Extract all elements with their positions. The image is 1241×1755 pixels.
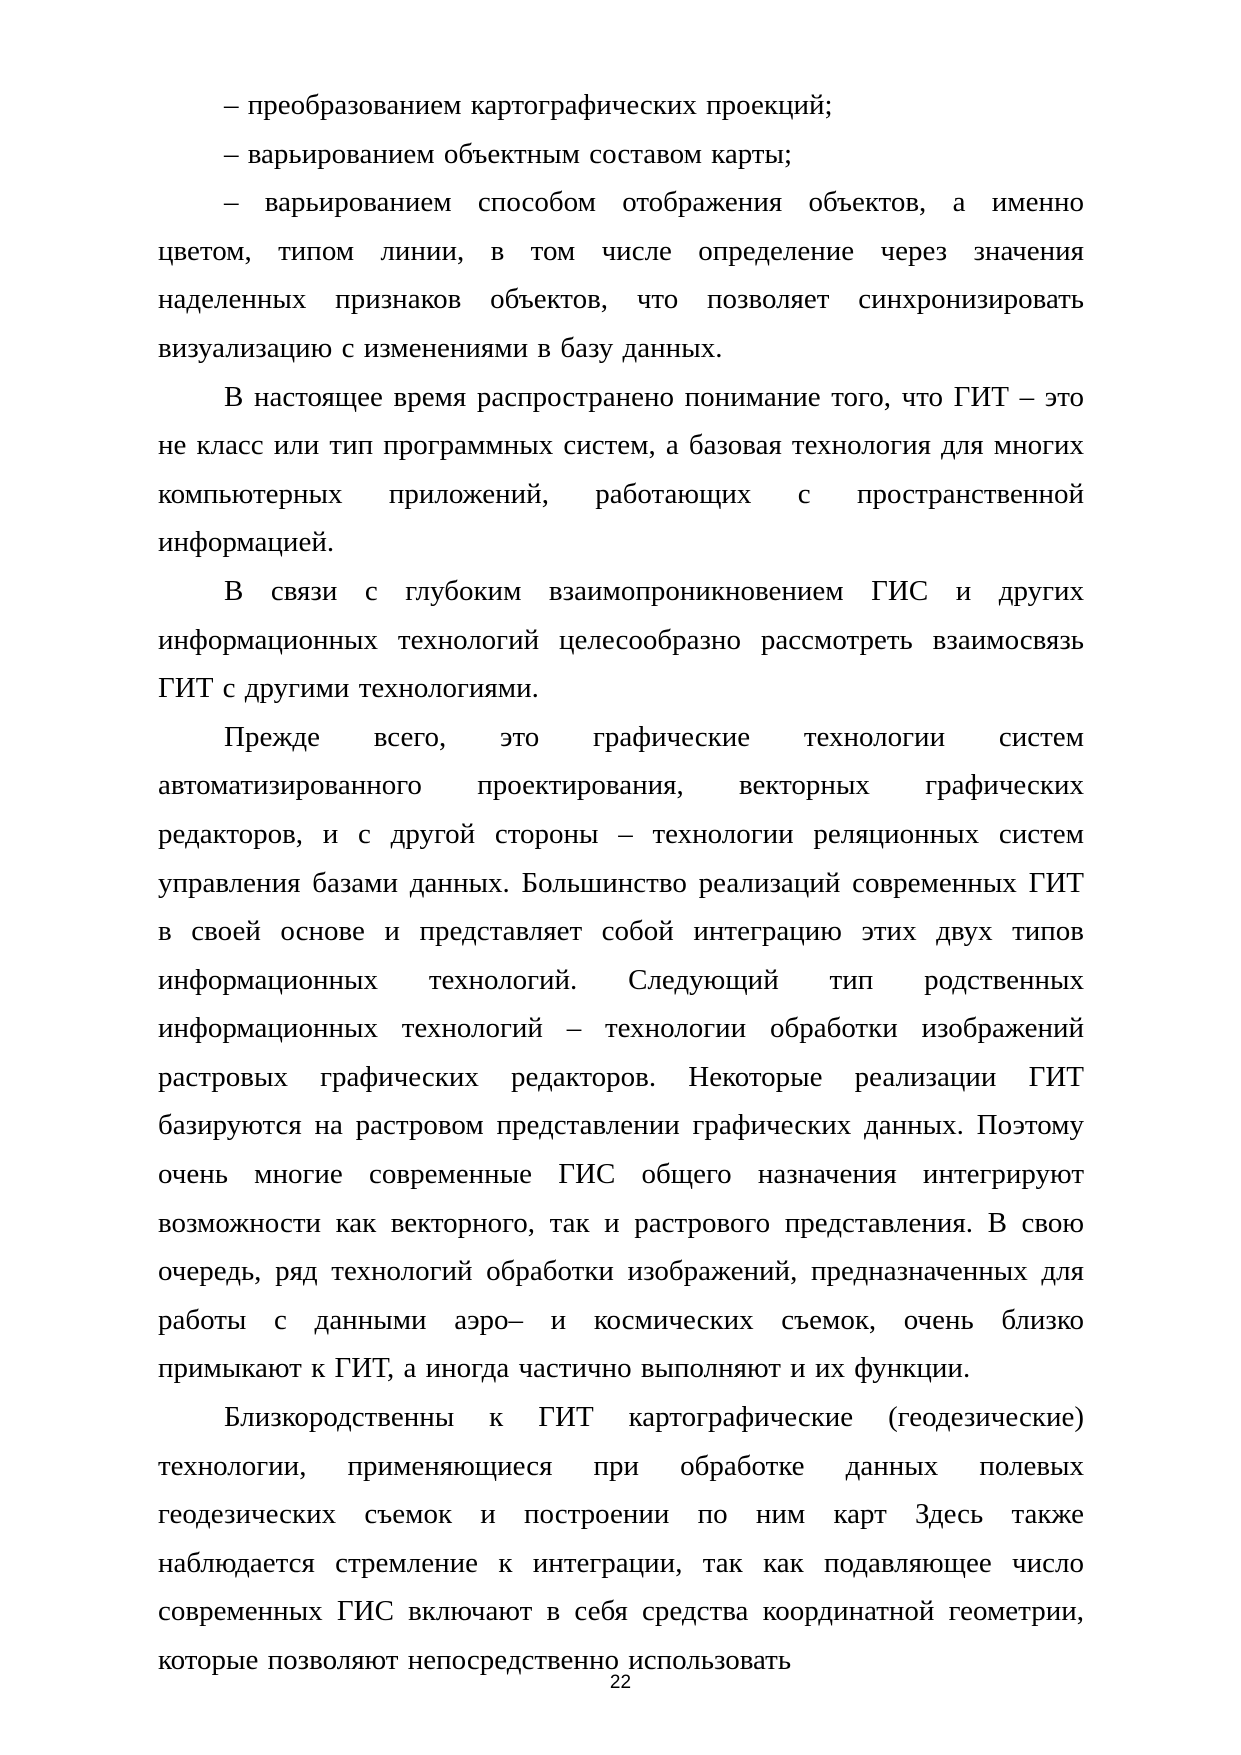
text-block bbox=[158, 81, 1084, 1685]
list-item-paragraph: – преобразованием картографических проекций; bbox=[224, 89, 833, 121]
body-paragraph: В настоящее время распространено понимание того, что ГИТ – это не класс или тип программных систем, а базовая технология для многих компьютерных приложений, работающих с пространственной информацией. bbox=[158, 380, 1084, 559]
list-item-paragraph: – варьированием способом отображения объектов, а именно цветом, типом линии, в том числе определение через значения наделенных признаков объектов, что позволяет синхронизировать визуализацию с изменениями в базу данных. bbox=[158, 186, 1084, 364]
body-paragraph: В связи с глубоким взаимопроникновением ГИС и других информационных технологий целесообразно рассмотреть взаимосвязь ГИТ с другими технологиями. bbox=[158, 574, 1084, 705]
body-paragraph: Близкородственны к ГИТ картографические (геодезические) технологии, применяющиеся при обработке данных полевых геодезических съемок и построении по ним карт Здесь также наблюдается стремление к интеграции, так как подавляющее число современных ГИС включают в себя средства координатной геометрии, которые позволяют непосредственно использовать bbox=[158, 1401, 1084, 1676]
page-number: 22 bbox=[609, 1672, 632, 1693]
list-item-paragraph: – варьированием объектным составом карты; bbox=[224, 137, 793, 170]
body-paragraph: Прежде всего, это графические технологии систем автоматизированного проектирования, векторных графических редакторов, и с другой стороны – технологии реляционных систем управления базами данных. Большинство реализаций современных ГИТ в своей основе и представляет собой интеграцию этих двух типов информационных технологий. Следующий тип родственных информационных технологий – технологии обработки изображений растровых графических редакторов. Некоторые реализации ГИТ базируются на растровом представлении графических данных. Поэтому очень многие современные ГИС общего назначения интегрируют возможности как векторного, так и растрового представления. В свою очередь, ряд технологий обработки изображений, предназначенных для работы с данными аэро– и космических съемок, очень близко примыкают к ГИТ, а иногда частично выполняют и их функции. bbox=[158, 720, 1084, 1385]
